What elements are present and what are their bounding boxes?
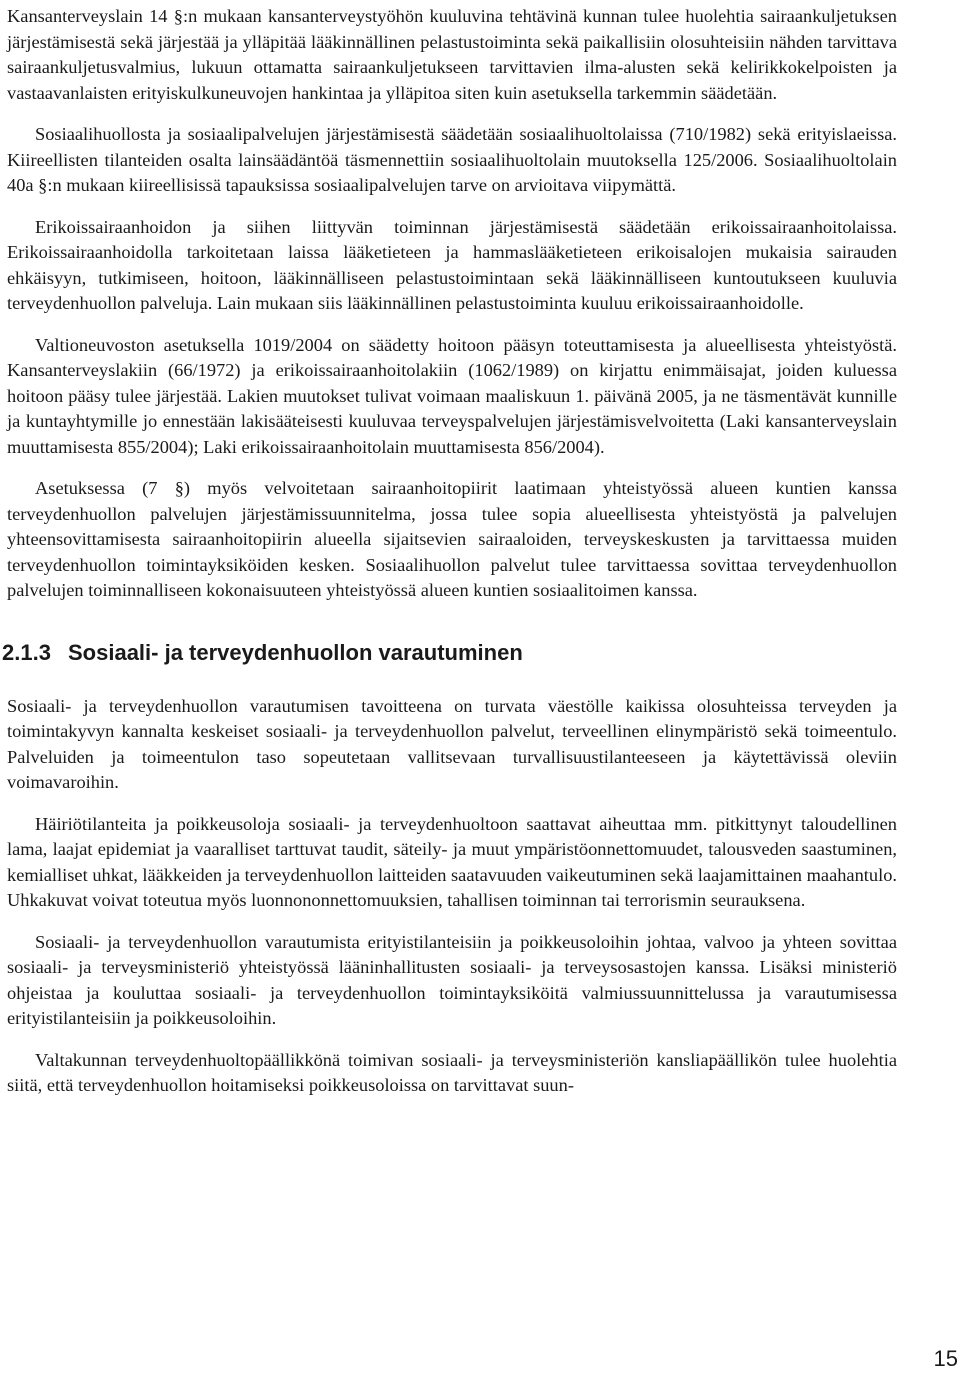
- section-title: Sosiaali- ja terveydenhuollon varautuminen: [68, 639, 523, 665]
- paragraph: Valtakunnan terveydenhuoltopäällikkönä toimivan sosiaali- ja terveysministeriön kansliapäällikön tulee huolehtia siitä, että terveydenhuollon hoitamiseksi poikkeusoloissa on tarvittavat suun-: [7, 1049, 897, 1095]
- paragraph: Kansanterveyslain 14 §:n mukaan kansanterveystyöhön kuuluvina tehtävinä kunnan tulee huolehtia sairaankuljetuksen järjestämisestä sekä järjestää ja ylläpitää lääkinnällinen pelastustoiminta sekä paikallisiin olosuhteisiin nähden tarvittava sairaankuljetusvalmius, lukuun ottamatta sairaankuljetukseen tarvittavien ilma-alusten sekä kelirikkokelpoisten ja vastaavanlaisten erityiskulkuneuvojen hankintaa ja ylläpitoa siten kuin asetuksella tarkemmin säädetään.: [7, 6, 897, 103]
- paragraph: Sosiaalihuollosta ja sosiaalipalvelujen järjestämisestä säädetään sosiaalihuoltolaissa (710/1982) sekä erityislaeissa. Kiireellisten tilanteiden osalta lainsäädäntöä täsmennettiin sosiaalihuoltolain muutoksella 125/2006. Sosiaalihuoltolain 40a §:n mukaan kiireellisissä tapauksissa sosiaalipalvelujen tarve on arvioitava viipymättä.: [7, 124, 897, 195]
- paragraph: Erikoissairaanhoidon ja siihen liittyvän toiminnan järjestämisestä säädetään erikoissairaanhoitolaissa. Erikoissairaanhoidolla tarkoitetaan laissa lääketieteen ja hammaslääketieteen erikoisalojen mukaisia sairauden ehkäisyyn, tutkimiseen, hoitoon, lääkinnälliseen pelastustoimintaan sekä lääkinnälliseen kuntoutukseen kuuluvia terveydenhuollon palveluja. Lain mukaan siis lääkinnällinen pelastustoiminta kuuluu erikoissairaanhoidolle.: [7, 216, 897, 313]
- paragraph: Asetuksessa (7 §) myös velvoitetaan sairaanhoitopiirit laatimaan yhteistyössä alueen kuntien kanssa terveydenhuollon palvelujen järjestämissuunnitelma, jossa tulee sopia alueellisesta yhteistyöstä ja palvelujen yhteensovittamisesta sairaanhoitopiirin alueella sijaitsevien sairaaloiden, terveyskeskusten ja tarvittaessa muiden terveydenhuollon toimintayksiköiden kesken. Sosiaalihuollon palvelut tulee tarvittaessa sovittaa terveydenhuollon palvelujen toiminnalliseen kokonaisuuteen yhteistyössä alueen kuntien sosiaalitoimen kanssa.: [7, 478, 897, 600]
- page-number: 15: [933, 1346, 958, 1371]
- paragraph: Häiriötilanteita ja poikkeusoloja sosiaali- ja terveydenhuoltoon saattavat aiheuttaa mm. pitkittynyt taloudellinen lama, laajat epidemiat ja vaaralliset tarttuvat taudit, säteily- ja muut ympäristöonnettomuudet, talousveden saastuminen, kemialliset uhkat, lääkkeiden ja terveydenhuollon laitteiden saatavuuden vaikeutuminen sekä laajamittainen maahantulo. Uhkakuvat voivat toteutua myös luonnononnettomuuksien, tahallisen toiminnan tai terrorismin seurauksena.: [7, 813, 897, 910]
- paragraph: Sosiaali- ja terveydenhuollon varautumista erityistilanteisiin ja poikkeusoloihin johtaa, valvoo ja yhteen sovittaa sosiaali- ja terveysministeriö yhteistyössä lääninhallitusten sosiaali- ja terveysosastojen kanssa. Lisäksi ministeriö ohjeistaa ja kouluttaa sosiaali- ja terveydenhuollon toimintayksiköitä valmiussuunnittelussa ja varautumisessa erityistilanteisiin ja poikkeusoloihin.: [7, 931, 897, 1028]
- paragraph: Sosiaali- ja terveydenhuollon varautumisen tavoitteena on turvata väestölle kaikissa olosuhteissa terveyden ja toimintakyvyn kannalta keskeiset sosiaali- ja terveydenhuollon palvelut, terveellinen elinympäristö sekä toimeentulo. Palveluiden ja toimeentulon taso sopeutetaan vallitsevaan turvallisuustilanteeseen ja käytettävissä oleviin voimavaroihin.: [7, 695, 897, 792]
- page-body: [2, 4, 897, 1115]
- section-number: 2.1.3: [2, 639, 51, 665]
- section-heading: [2, 638, 897, 668]
- paragraph: Valtioneuvoston asetuksella 1019/2004 on säädetty hoitoon pääsyn toteuttamisesta ja alueellisesta yhteistyöstä. Kansanterveyslakiin (66/1972) ja erikoissairaanhoitolakiin (1062/1989) on kirjattu enimmäisajat, joiden kuluessa hoitoon pääsy tulee järjestää. Lakien muutokset tulivat voimaan maaliskuun 1. päivänä 2005, ja ne täsmentävät kunnille ja kuntayhtymille jo ennestään lakisääteisesti kuuluvaa terveyspalvelujen järjestämisvelvoitetta (Laki kansanterveyslain muuttamisesta 855/2004); Laki erikoissairaanhoitolain muuttamisesta 856/2004).: [7, 334, 897, 457]
